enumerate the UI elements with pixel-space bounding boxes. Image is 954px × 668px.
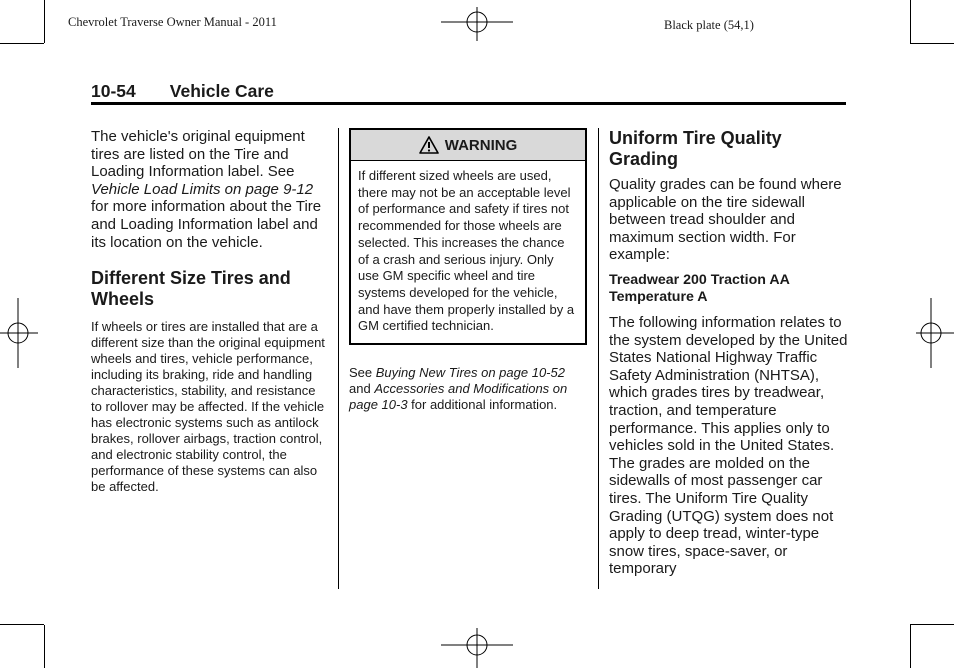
crop-mark — [910, 43, 954, 44]
warning-icon — [419, 136, 439, 154]
see-also-paragraph — [349, 365, 587, 413]
crop-mark — [0, 43, 44, 44]
plate-label: Black plate (54,1) — [664, 18, 754, 32]
crop-mark — [910, 624, 954, 625]
page-number: 10-54 — [91, 81, 136, 101]
section-heading: Different Size Tires and Wheels — [91, 268, 291, 310]
see-and: and — [349, 381, 375, 397]
intro-text: The vehicle's original equipment tires are listed on the Tire and Loading Information label. See — [91, 128, 305, 181]
column-2 — [349, 128, 587, 413]
intro-paragraph: Quality grades can be found where applicable on the tire sidewall between tread shoulder and maximum section width. For example: — [609, 176, 842, 264]
body-paragraph: If wheels or tires are installed that are a different size than the original equipment wheels and tires, vehicle performance, including its braking, ride and handling characteristics, stability, and resistance to rollover may be affected. If the vehicle has electronic systems such as antilock brakes, rollover airbags, traction control, and electronic stability control, the performance of these systems can also be affected. — [91, 319, 325, 495]
column-divider — [338, 128, 339, 589]
registration-mark-icon — [441, 628, 513, 668]
registration-mark-icon — [916, 298, 954, 368]
body-paragraph: The following information relates to the system developed by the United States National Highway Traffic Safety Administration (NHTSA), which grades tires by treadwear, traction, and temperature performance. This applies only to vehicles sold in the United States. The grades are molded on the sidewalls of most passenger car tires. The Uniform Tire Quality Grading (UTQG) system does not apply to deep tread, winter-type snow tires, space-saver, or temporary — [609, 313, 848, 578]
crop-mark — [44, 625, 45, 668]
warning-header — [351, 130, 585, 161]
cross-reference-link[interactable]: Vehicle Load Limits on page 9-12 — [91, 180, 314, 198]
crop-mark — [44, 0, 45, 43]
registration-mark-icon — [441, 7, 513, 41]
see-suffix: for additional information. — [407, 397, 558, 413]
page-header — [91, 81, 274, 102]
warning-text: If different sized wheels are used, there may not be an acceptable level of performance and safety if tires not recommended for those wheels are selected. This increases the chance of a crash and serious injury. Only use GM specific wheel and tire systems developed for the vehicle, and have them properly installed by a GM certified technician. — [358, 168, 575, 334]
column-divider — [598, 128, 599, 589]
header-rule — [91, 102, 846, 105]
column-1 — [91, 128, 329, 495]
manual-title: Chevrolet Traverse Owner Manual - 2011 — [68, 15, 277, 29]
registration-mark-icon — [0, 298, 38, 368]
column-3 — [609, 128, 849, 578]
warning-box — [349, 128, 587, 345]
grade-example: Treadwear 200 Traction AA Temperature A — [609, 271, 790, 305]
crop-mark — [0, 624, 44, 625]
warning-label: WARNING — [444, 136, 518, 154]
cross-reference-link[interactable]: Accessories and Modifications on page 10-3 — [349, 381, 568, 413]
section-title: Vehicle Care — [169, 81, 274, 101]
intro-text-end: for more information about the Tire and Loading Information label and its location on the vehicle. — [91, 198, 322, 251]
intro-paragraph — [91, 128, 329, 251]
crop-mark — [910, 625, 911, 668]
section-heading: Uniform Tire Quality Grading — [609, 128, 782, 169]
crop-mark — [910, 0, 911, 43]
see-prefix: See — [349, 365, 376, 381]
cross-reference-link[interactable]: Buying New Tires on page 10-52 — [375, 365, 565, 381]
